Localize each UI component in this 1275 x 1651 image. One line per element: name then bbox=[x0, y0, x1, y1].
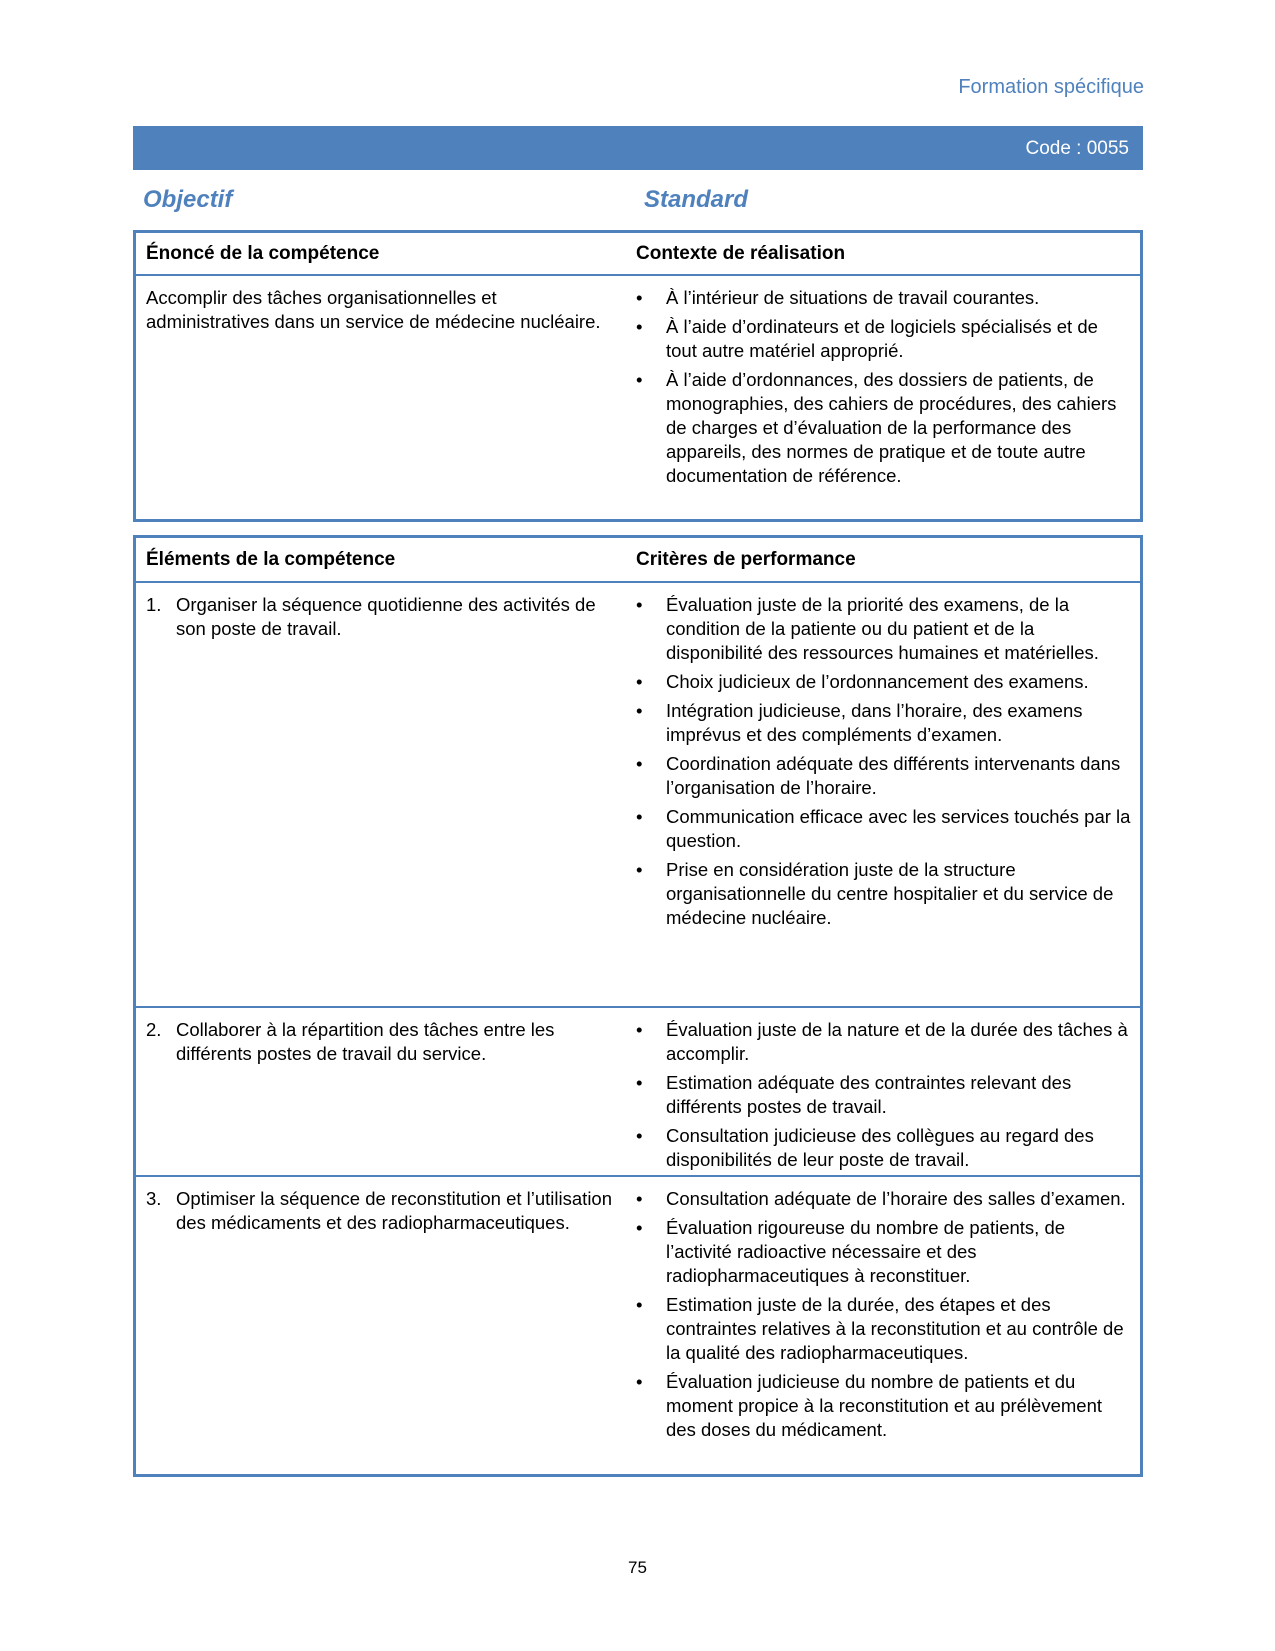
list-item: • Évaluation rigoureuse du nombre de patients, de l’activité radioactive nécessaire et des radiopharmaceutiques à reconstituer. bbox=[636, 1216, 1132, 1288]
list-item: • Évaluation juste de la nature et de la durée des tâches à accomplir. bbox=[636, 1018, 1132, 1066]
element-item bbox=[146, 1018, 616, 1066]
col-header-criteres: Critères de performance bbox=[636, 548, 856, 570]
list-item: • À l’intérieur de situations de travail courantes. bbox=[636, 286, 1132, 310]
competence-statement: Accomplir des tâches organisationnelles et administratives dans un service de médecine nucléaire. bbox=[146, 287, 601, 332]
element-number: 3. bbox=[146, 1188, 162, 1209]
list-item: • Évaluation judicieuse du nombre de patients et du moment propice à la reconstitution et au prélèvement des doses du médicament. bbox=[636, 1370, 1132, 1442]
list-item: • Estimation juste de la durée, des étapes et des contraintes relatives à la reconstitution et au contrôle de la qualité des radiopharmaceutiques. bbox=[636, 1293, 1132, 1365]
criteria-list bbox=[636, 1187, 1132, 1442]
element-number: 2. bbox=[146, 1019, 162, 1040]
list-item: • Choix judicieux de l’ordonnancement des examens. bbox=[636, 670, 1132, 694]
criteria-list bbox=[636, 1018, 1132, 1172]
context-list bbox=[636, 286, 1132, 488]
competence-table-header bbox=[136, 233, 1140, 276]
table-row bbox=[136, 1008, 1140, 1177]
col-header-contexte: Contexte de réalisation bbox=[636, 242, 846, 264]
element-item bbox=[146, 593, 616, 641]
element-text: Collaborer à la répartition des tâches entre les différents postes de travail du service. bbox=[176, 1019, 555, 1064]
competence-table bbox=[133, 230, 1143, 522]
criteria-cell bbox=[636, 1187, 1140, 1447]
table-row bbox=[136, 583, 1140, 1008]
col-header-elements: Éléments de la compétence bbox=[146, 548, 396, 570]
element-cell bbox=[136, 1018, 636, 1175]
elements-table bbox=[133, 535, 1143, 1477]
list-item: • Prise en considération juste de la structure organisationnelle du centre hospitalier et du service de médecine nucléaire. bbox=[636, 858, 1132, 930]
header-label: Formation spécifique bbox=[958, 76, 1144, 98]
col-header-enonce: Énoncé de la compétence bbox=[146, 242, 380, 264]
list-item: • Estimation adéquate des contraintes relevant des différents postes de travail. bbox=[636, 1071, 1132, 1119]
list-item: • Évaluation juste de la priorité des examens, de la condition de la patiente ou du patient et de la disponibilité des ressources humaines et matérielles. bbox=[636, 593, 1132, 665]
element-item bbox=[146, 1187, 616, 1235]
list-item: • Communication efficace avec les services touchés par la question. bbox=[636, 805, 1132, 853]
list-item: • Intégration judicieuse, dans l’horaire, des examens imprévus et des compléments d’examen. bbox=[636, 699, 1132, 747]
section-title-objectif: Objectif bbox=[143, 186, 233, 213]
code-bar bbox=[133, 126, 1143, 170]
criteria-cell bbox=[636, 1018, 1140, 1175]
element-number: 1. bbox=[146, 594, 162, 615]
list-item: • À l’aide d’ordinateurs et de logiciels spécialisés et de tout autre matériel approprié. bbox=[636, 315, 1132, 363]
table-row bbox=[136, 1177, 1140, 1447]
criteria-cell bbox=[636, 593, 1140, 1006]
section-title-standard: Standard bbox=[644, 186, 749, 213]
list-item: • Coordination adéquate des différents intervenants dans l’organisation de l’horaire. bbox=[636, 752, 1132, 800]
page-number: 75 bbox=[628, 1558, 647, 1577]
list-item: • Consultation adéquate de l’horaire des salles d’examen. bbox=[636, 1187, 1132, 1211]
list-item: • Consultation judicieuse des collègues au regard des disponibilités de leur poste de travail. bbox=[636, 1124, 1132, 1172]
list-item: • À l’aide d’ordonnances, des dossiers de patients, de monographies, des cahiers de procédures, des cahiers de charges et d’évaluation de la performance des appareils, des normes de pratique et de toute autre documentation de référence. bbox=[636, 368, 1132, 488]
element-text: Organiser la séquence quotidienne des activités de son poste de travail. bbox=[176, 594, 596, 639]
element-text: Optimiser la séquence de reconstitution et l’utilisation des médicaments et des radiopharmaceutiques. bbox=[176, 1188, 613, 1233]
context-cell bbox=[636, 286, 1140, 493]
code-text: Code : 0055 bbox=[1025, 138, 1129, 159]
elements-table-header bbox=[136, 538, 1140, 583]
competence-table-row bbox=[136, 276, 1140, 493]
element-cell bbox=[136, 593, 636, 1006]
element-cell bbox=[136, 1187, 636, 1447]
criteria-list bbox=[636, 593, 1132, 930]
